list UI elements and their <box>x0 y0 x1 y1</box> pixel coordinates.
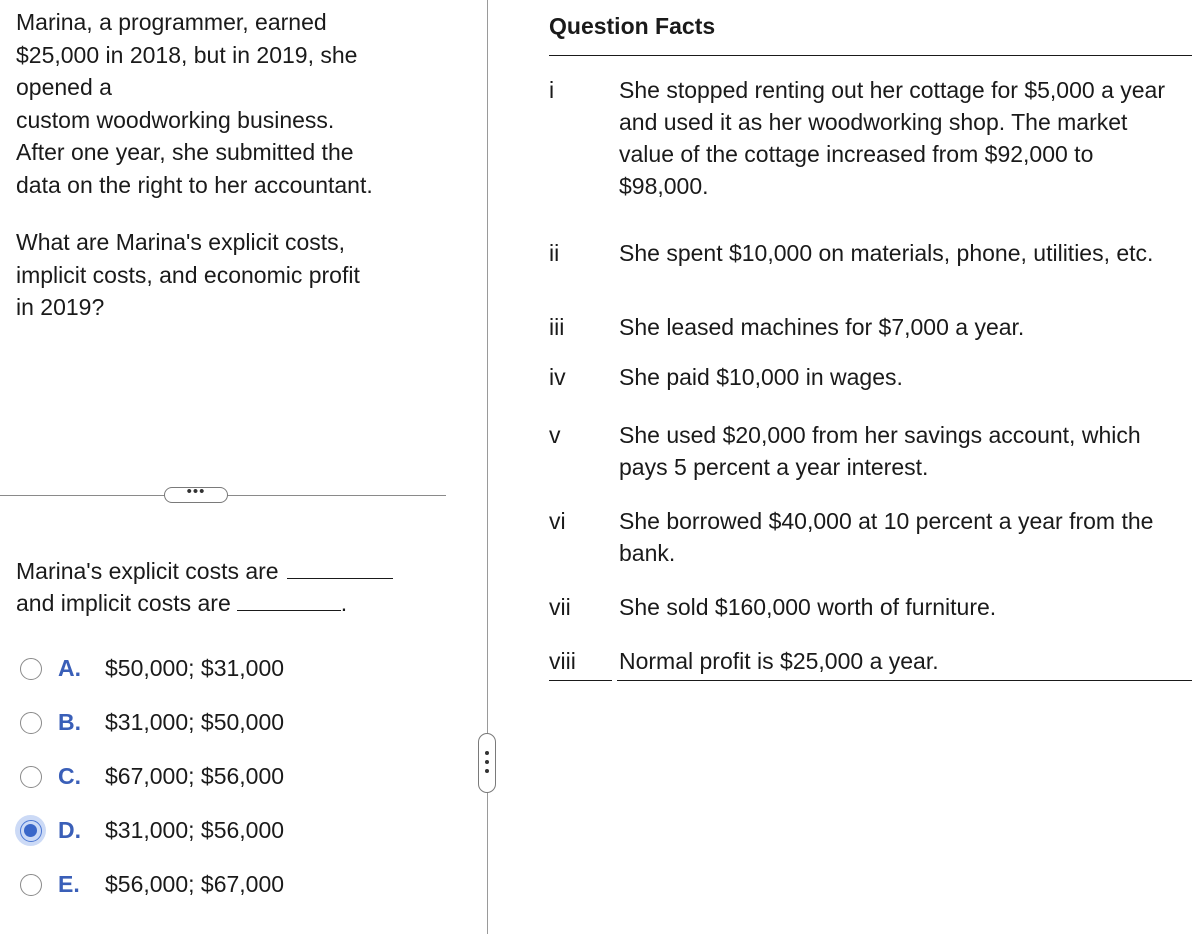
pane-splitter[interactable] <box>487 0 488 934</box>
fact-text: She leased machines for $7,000 a year. <box>619 314 1025 340</box>
fact-text: She paid $10,000 in wages. <box>619 364 903 390</box>
fact-text: She sold $160,000 worth of furniture. <box>619 594 997 620</box>
option-text: $31,000; $56,000 <box>105 817 285 843</box>
question-line: opened a <box>16 74 112 100</box>
fact-text: She spent $10,000 on materials, phone, utilities, etc. <box>619 240 1154 266</box>
facts-bottom-rule <box>549 680 612 681</box>
question-line: Marina, a programmer, earned <box>16 9 327 35</box>
facts-title: Question Facts <box>549 13 716 39</box>
option-letter: A. <box>58 655 81 681</box>
radio-button[interactable] <box>20 766 42 788</box>
fill-in-text-2: and implicit costs are <box>16 590 231 616</box>
facts-pane <box>549 0 1192 934</box>
facts-top-rule <box>549 55 1192 56</box>
fill-in-sentence <box>16 555 446 619</box>
option-text: $50,000; $31,000 <box>105 655 285 681</box>
implicit-costs-blank <box>237 588 341 611</box>
question-line: custom woodworking business. <box>16 106 335 133</box>
option-letter: D. <box>58 817 81 843</box>
fact-number: iv <box>549 364 566 390</box>
prompt-line: implicit costs, and economic profit <box>16 261 360 288</box>
fact-text: She used $20,000 from her savings account, which pays 5 percent a year interest. <box>619 422 1141 480</box>
fact-number: i <box>549 77 555 103</box>
question-pane <box>0 0 470 934</box>
facts-bottom-rule <box>617 680 1192 681</box>
option-e[interactable] <box>16 868 436 908</box>
question-line: $25,000 in 2018, but in 2019, she <box>16 41 358 68</box>
question-line: After one year, she submitted the <box>16 139 354 165</box>
option-text: $67,000; $56,000 <box>105 763 285 789</box>
question-prompt <box>16 226 436 324</box>
fact-number: viii <box>549 648 576 674</box>
fill-in-text-1: Marina's explicit costs are <box>16 558 279 584</box>
option-a[interactable] <box>16 652 436 692</box>
fact-number: vi <box>549 508 566 534</box>
fact-text: Normal profit is $25,000 a year. <box>619 648 939 674</box>
splitter-handle-icon[interactable] <box>478 733 496 793</box>
option-letter: E. <box>58 871 80 897</box>
fact-number: v <box>549 422 561 448</box>
question-line: data on the right to her accountant. <box>16 171 373 198</box>
fact-text: She borrowed $40,000 at 10 percent a year from the bank. <box>619 508 1154 566</box>
fact-number: iii <box>549 314 565 340</box>
option-text: $31,000; $50,000 <box>105 709 285 735</box>
more-toggle-button[interactable]: ••• <box>164 487 228 503</box>
option-c[interactable] <box>16 760 436 800</box>
radio-button[interactable] <box>20 658 42 680</box>
prompt-line: in 2019? <box>16 294 105 320</box>
radio-button-selected[interactable] <box>20 820 42 842</box>
option-d[interactable] <box>16 814 436 854</box>
option-text: $56,000; $67,000 <box>105 871 285 897</box>
option-b[interactable] <box>16 706 436 746</box>
fact-number: vii <box>549 594 571 620</box>
end-punctuation: . <box>340 590 348 616</box>
prompt-line: What are Marina's explicit costs, <box>16 229 346 255</box>
option-letter: C. <box>58 763 81 789</box>
explicit-costs-blank <box>287 556 393 579</box>
option-letter: B. <box>58 709 81 735</box>
radio-button[interactable] <box>20 712 42 734</box>
fact-number: ii <box>549 240 560 266</box>
radio-button[interactable] <box>20 874 42 896</box>
question-text <box>16 6 436 201</box>
fact-text: She stopped renting out her cottage for $5,000 a year and used it as her woodworking shop. The market value of the cottage increased from $92,000 to $98,000. <box>619 77 1165 199</box>
